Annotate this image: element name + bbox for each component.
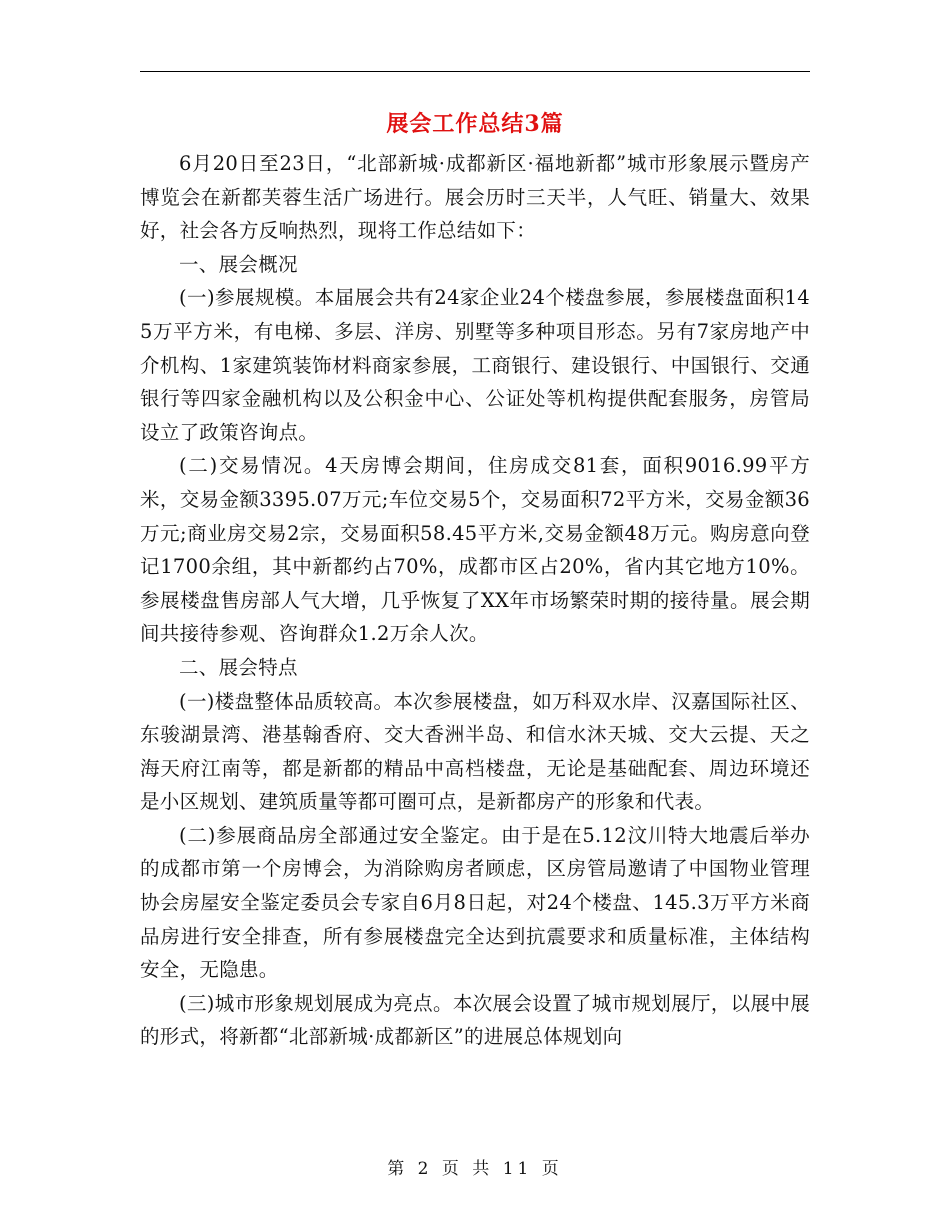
intro-paragraph: 6月20日至23日，“北部新城·成都新区·福地新都”城市形象展示暨房产博览会在新都芙蓉生活广场进行。展会历时三天半，人气旺、销量大、效果好，社会各方反响热烈，现将工作总结如下： <box>140 152 810 243</box>
document-title: 展会工作总结3篇 <box>386 111 564 137</box>
page-footer: 第 2 页 共 11 页 <box>387 1159 563 1179</box>
section-heading-features: 二、展会特点 <box>179 655 298 679</box>
paragraph-transactions: (二)交易情况。4天房博会期间，住房成交81套，面积9016.99平方米，交易金额3395.07万元;车位交易5个，交易面积72平方米，交易金额36万元;商业房交易2宗，交易面积58.45平方米,交易金额48万元。购房意向登记1700余组，其中新都约占70%，成都市区占20%，省内其它地方10%。参展楼盘售房部人气大增，几乎恢复了XX年市场繁荣时期的接待量。展会期间共接待参观、咨询群众1.2万余人次。 <box>140 454 810 646</box>
paragraph-exhibition-scale: (一)参展规模。本届展会共有24家企业24个楼盘参展，参展楼盘面积145万平方米，有电梯、多层、洋房、别墅等多种项目形态。另有7家房地产中介机构、1家建筑装饰材料商家参展，工商银行、建设银行、中国银行、交通银行等四家金融机构以及公积金中心、公证处等机构提供配套服务，房管局设立了政策咨询点。 <box>140 286 810 444</box>
section-heading-overview: 一、展会概况 <box>179 252 298 276</box>
paragraph-quality: (一)楼盘整体品质较高。本次参展楼盘，如万科双水岸、汉嘉国际社区、东骏湖景湾、港基翰香府、交大香洲半岛、和信水沐天城、交大云提、天之海天府江南等，都是新都的精品中高档楼盘，无论是基础配套、周边环境还是小区规划、建筑质量等都可圈可点，是新都房产的形象和代表。 <box>140 689 810 814</box>
paragraph-city-planning: (三)城市形象规划展成为亮点。本次展会设置了城市规划展厅，以展中展的形式，将新都“北部新城·成都新区”的进展总体规划向 <box>140 991 810 1049</box>
header-rule <box>140 71 810 72</box>
paragraph-safety: (二)参展商品房全部通过安全鉴定。由于是在5.12汶川特大地震后举办的成都市第一个房博会，为消除购房者顾虑，区房管局邀请了中国物业管理协会房屋安全鉴定委员会专家自6月8日起，对24个楼盘、145.3万平方米商品房进行安全排查，所有参展楼盘完全达到抗震要求和质量标准，主体结构安全，无隐患。 <box>140 823 810 982</box>
document-body <box>140 147 810 1054</box>
